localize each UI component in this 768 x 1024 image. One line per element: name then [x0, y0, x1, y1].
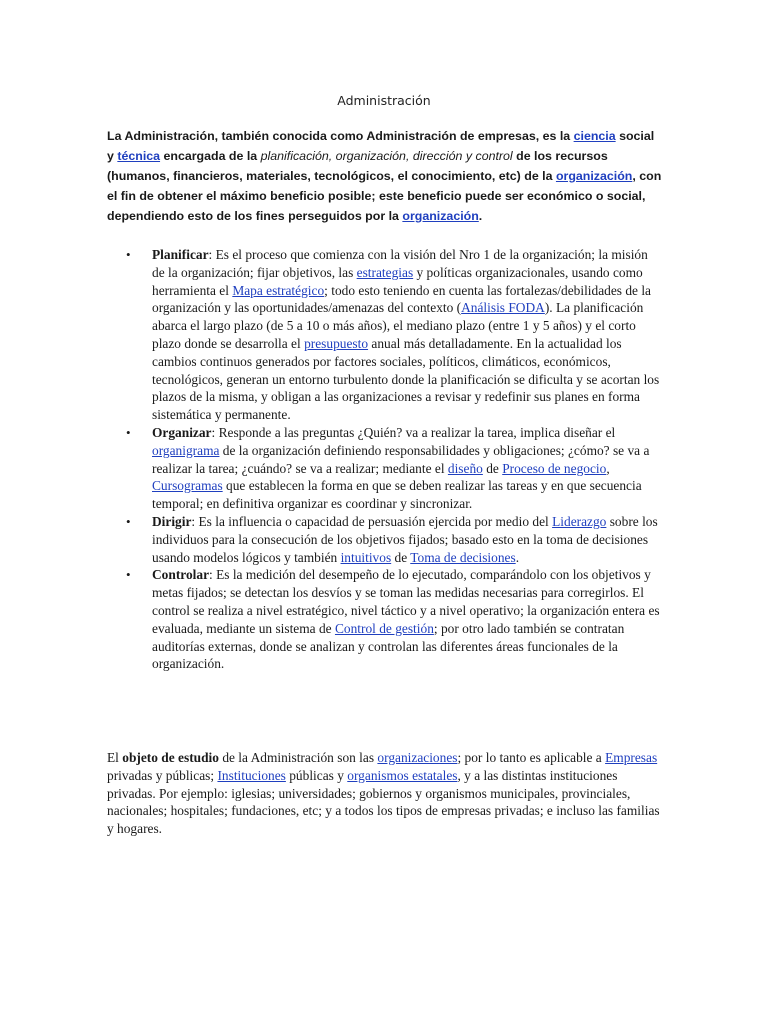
link-organizacion[interactable]: organización: [402, 209, 479, 223]
link-diseno[interactable]: diseño: [447, 460, 483, 476]
link-proceso-de-negocio[interactable]: Proceso de negocio: [502, 460, 607, 476]
list-item-controlar: [107, 566, 663, 673]
item-text: ). La planificación abarca el largo plazo (de 5 a 10 o más años), el mediano plazo (entre 1 y 5 años) y el corto plazo donde se desarrolla el: [152, 300, 644, 351]
intro-paragraph: [107, 126, 663, 226]
item-text: sobre los individuos para la consecución de los objetivos fijados; basado esto en la toma de decisiones usando modelos lógicos y también: [152, 513, 658, 565]
link-empresas[interactable]: Empresas: [605, 750, 658, 765]
list-item-planificar: [107, 246, 663, 424]
closing-text: , y a las distintas instituciones privadas. Por ejemplo: iglesias; universidades; gobiernos y organismos municipales, provinciales, nacionales; hospitales; fundaciones, etc; y a todos los tipos de empresas privadas; e incluso las familias y hogares.: [107, 767, 660, 837]
intro-text: de los recursos (humanos, financieros, materiales, tecnológicos, el conocimiento, etc) de la: [107, 149, 608, 183]
term-dirigir: Dirigir: [152, 513, 192, 529]
link-toma-de-decisiones[interactable]: Toma de decisiones: [410, 549, 516, 565]
link-control-de-gestion[interactable]: Control de gestión: [334, 620, 434, 636]
term-controlar: Controlar: [152, 567, 210, 583]
term-planificar: Planificar: [152, 247, 209, 262]
item-text: : Es el proceso que comienza con la visión del Nro 1 de la organización; la misión de la organización; fijar objetivos, las: [152, 247, 648, 280]
closing-bold: objeto de estudio: [122, 750, 219, 765]
link-intuitivos[interactable]: intuitivos: [340, 549, 392, 565]
bullet-icon: •: [126, 567, 131, 583]
link-ciencia[interactable]: ciencia: [573, 129, 616, 143]
item-text: .: [515, 549, 520, 565]
item-text: ; por otro lado también se contratan auditorías externas, donde se analizan y controlan las diferentes áreas funcionales de la organización.: [152, 620, 625, 672]
item-text: anual más detalladamente. En la actualidad los cambios continuos generados por factores sociales, políticos, climáticos, económicos, tecnológicos, generan un entorno turbulento donde la planificación se dificulta y se acortan los plazos de la misma, y obligan a las organizaciones a revisar y redefinir sus planes en forma sistemática y permanente.: [152, 335, 660, 423]
intro-text: social y: [107, 129, 655, 163]
item-text: que establecen la forma en que se deben realizar las tareas y en que secuencia temporal; en definitiva organizar es coordinar y sincronizar.: [152, 478, 642, 512]
intro-text: encargada de la: [160, 149, 261, 163]
item-text: : Responde a las preguntas ¿Quién? va a realizar la tarea, implica diseñar el: [211, 424, 616, 440]
link-analisis-foda[interactable]: Análisis FODA: [461, 300, 545, 316]
item-text: de: [391, 549, 411, 565]
link-organizaciones[interactable]: organizaciones: [377, 750, 458, 765]
link-liderazgo[interactable]: Liderazgo: [552, 513, 607, 529]
closing-text: de la Administración son las: [218, 750, 378, 765]
link-organigrama[interactable]: organigrama: [152, 442, 220, 458]
link-estrategias[interactable]: estrategias: [356, 264, 414, 280]
item-text: ; todo esto teniendo en cuenta las fortalezas/debilidades de la organización y las oportunidades/amenazas del contexto (: [152, 282, 651, 316]
item-text: ,: [606, 460, 610, 476]
closing-text: públicas y: [285, 767, 348, 783]
functions-list: [107, 246, 663, 673]
intro-text: , con el fin de obtener el máximo beneficio posible; este beneficio puede ser económico o social, dependiendo esto de los fines perseguidos por la: [107, 169, 662, 223]
item-text: : Es la medición del desempeño de lo ejecutado, comparándolo con los objetivos y metas fijados; se detectan los desvíos y se toman las medidas necesarias para corregirlos. El control se realiza a nivel estratégico, nivel táctico y a nivel operativo; la organización entera es evaluada, mediante un sistema de: [152, 567, 660, 636]
bullet-icon: •: [126, 247, 131, 262]
item-text: : Es la influencia o capacidad de persuasión ejercida por medio del: [191, 513, 553, 529]
intro-text: La Administración, también conocida como Administración de empresas, es la: [107, 129, 574, 143]
bullet-icon: •: [126, 513, 131, 529]
closing-text: privadas y públicas;: [107, 767, 218, 783]
bullet-icon: •: [126, 424, 131, 440]
term-organizar: Organizar: [152, 424, 212, 440]
item-text: de la organización definiendo responsabilidades y obligaciones; ¿cómo? se va a realizar la tarea; ¿cuándo? se va a realizar; mediante el: [152, 442, 650, 476]
intro-text: .: [478, 209, 483, 223]
link-presupuesto[interactable]: presupuesto: [304, 335, 369, 351]
link-organizacion[interactable]: organización: [555, 169, 633, 183]
link-instituciones[interactable]: Instituciones: [217, 767, 286, 783]
closing-text: ; por lo tanto es aplicable a: [457, 750, 606, 765]
link-organismos-estatales[interactable]: organismos estatales: [347, 767, 458, 783]
closing-text: El: [107, 750, 123, 765]
list-item-dirigir: [107, 513, 663, 566]
list-item-organizar: [107, 424, 663, 513]
item-text: de: [482, 460, 503, 476]
link-tecnica[interactable]: técnica: [117, 149, 161, 163]
link-cursogramas[interactable]: Cursogramas: [152, 478, 223, 494]
item-text: y políticas organizacionales, usando como herramienta el: [152, 264, 643, 298]
page-title: Administración: [337, 93, 431, 108]
closing-paragraph: [107, 749, 663, 838]
link-mapa-estrategico[interactable]: Mapa estratégico: [232, 282, 325, 298]
intro-italic: planificación, organización, dirección y control: [260, 149, 513, 163]
